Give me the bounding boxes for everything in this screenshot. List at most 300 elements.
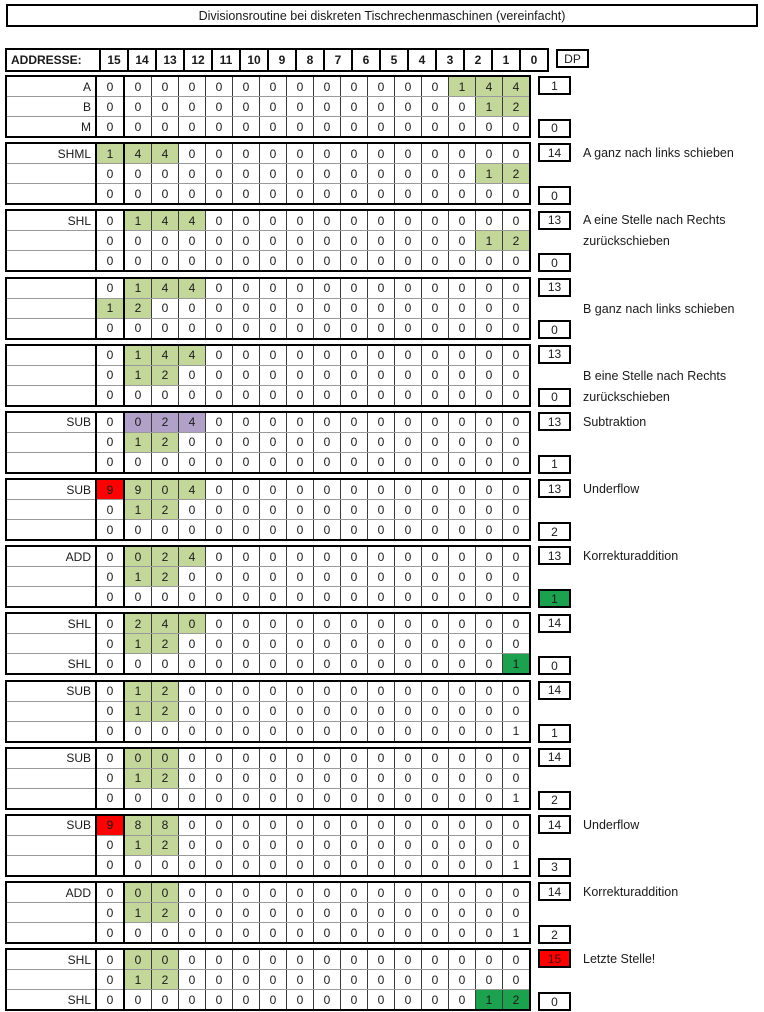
digit-cell: 0 — [503, 701, 531, 721]
digit-cell: 0 — [233, 613, 260, 634]
digit-cell: 0 — [503, 949, 531, 970]
group-table — [5, 545, 531, 608]
digit-cell: 0 — [422, 882, 449, 903]
digit-cell: 0 — [476, 452, 503, 473]
digit-cell: 0 — [206, 587, 233, 608]
digit-cell: 0 — [314, 768, 341, 788]
digit-cell: 0 — [422, 721, 449, 742]
dp-box: 13 — [538, 546, 571, 565]
digit-cell: 1 — [124, 701, 152, 721]
digit-cell: 0 — [476, 520, 503, 541]
digit-cell: 2 — [152, 546, 179, 567]
digit-cell: 0 — [233, 278, 260, 299]
digit-cell: 0 — [314, 479, 341, 500]
digit-cell: 0 — [476, 681, 503, 702]
row-label — [6, 345, 96, 366]
annotation: B eine Stelle nach Rechts — [583, 368, 727, 383]
digit-cell: 0 — [314, 432, 341, 452]
digit-cell: 1 — [124, 365, 152, 385]
digit-cell: 0 — [233, 500, 260, 520]
digit-cell: 0 — [152, 587, 179, 608]
digit-cell: 0 — [341, 278, 368, 299]
digit-cell: 0 — [206, 567, 233, 587]
digit-cell: 0 — [368, 97, 395, 117]
digit-cell: 2 — [152, 681, 179, 702]
digit-cell: 0 — [206, 318, 233, 339]
digit-cell: 0 — [341, 903, 368, 923]
dp-box: 0 — [538, 186, 571, 205]
digit-cell: 0 — [124, 990, 152, 1011]
digit-cell: 0 — [233, 990, 260, 1011]
row-label — [6, 634, 96, 654]
dp-box: 14 — [538, 614, 571, 633]
digit-cell: 0 — [96, 835, 124, 855]
digit-cell: 0 — [368, 412, 395, 433]
digit-cell: 0 — [179, 768, 206, 788]
digit-cell: 0 — [152, 76, 179, 97]
digit-cell: 0 — [124, 412, 152, 433]
table-row — [6, 520, 530, 541]
digit-cell: 0 — [233, 365, 260, 385]
dp-column — [538, 612, 571, 676]
digit-cell: 0 — [260, 365, 287, 385]
digit-cell: 0 — [449, 949, 476, 970]
digit-cell: 1 — [124, 500, 152, 520]
digit-cell: 0 — [96, 788, 124, 809]
digit-cell: 0 — [503, 882, 531, 903]
digit-cell: 0 — [422, 654, 449, 675]
digit-cell: 1 — [503, 855, 531, 876]
digit-cell: 0 — [96, 345, 124, 366]
digit-cell: 0 — [341, 318, 368, 339]
digit-cell: 0 — [422, 613, 449, 634]
digit-cell: 0 — [152, 949, 179, 970]
digit-cell: 0 — [341, 748, 368, 769]
digit-cell: 0 — [314, 76, 341, 97]
digit-cell: 0 — [96, 855, 124, 876]
table-row — [6, 251, 530, 272]
dp-box: 13 — [538, 345, 571, 364]
digit-cell: 0 — [422, 788, 449, 809]
digit-cell: 0 — [422, 432, 449, 452]
digit-cell: 0 — [287, 748, 314, 769]
digit-cell: 0 — [314, 681, 341, 702]
table-row — [6, 117, 530, 138]
digit-cell: 0 — [124, 748, 152, 769]
digit-cell: 0 — [422, 587, 449, 608]
digit-cell: 0 — [314, 97, 341, 117]
column-header-cell: 10 — [240, 49, 268, 71]
column-header-cell: 8 — [296, 49, 324, 71]
digit-cell: 0 — [233, 815, 260, 836]
dp-box: 0 — [538, 119, 571, 138]
digit-cell: 0 — [124, 520, 152, 541]
digit-cell: 0 — [287, 164, 314, 184]
dp-box: 1 — [538, 455, 571, 474]
digit-cell: 0 — [449, 721, 476, 742]
digit-cell: 0 — [476, 855, 503, 876]
digit-cell: 0 — [314, 184, 341, 205]
digit-cell: 0 — [206, 970, 233, 990]
digit-cell: 0 — [314, 251, 341, 272]
table-row — [6, 613, 530, 634]
digit-cell: 0 — [96, 970, 124, 990]
digit-cell: 0 — [422, 701, 449, 721]
digit-cell: 0 — [341, 613, 368, 634]
digit-cell: 0 — [449, 567, 476, 587]
dp-column — [538, 277, 571, 341]
table-row — [6, 412, 530, 433]
digit-cell: 0 — [260, 452, 287, 473]
dp-column — [538, 545, 571, 609]
digit-cell: 0 — [152, 117, 179, 138]
digit-cell: 0 — [368, 546, 395, 567]
table-row — [6, 587, 530, 608]
digit-cell: 0 — [314, 882, 341, 903]
digit-cell: 0 — [206, 479, 233, 500]
digit-cell: 0 — [449, 546, 476, 567]
dp-box: 13 — [538, 479, 571, 498]
digit-cell: 0 — [341, 412, 368, 433]
digit-cell: 0 — [449, 184, 476, 205]
digit-cell: 0 — [476, 768, 503, 788]
digit-cell: 0 — [206, 654, 233, 675]
digit-cell: 0 — [260, 385, 287, 406]
digit-cell: 0 — [96, 587, 124, 608]
digit-cell: 0 — [206, 385, 233, 406]
digit-cell: 0 — [124, 788, 152, 809]
digit-cell: 0 — [96, 278, 124, 299]
digit-cell: 0 — [124, 949, 152, 970]
digit-cell: 0 — [449, 970, 476, 990]
digit-cell: 0 — [422, 117, 449, 138]
digit-cell: 0 — [260, 567, 287, 587]
digit-cell: 1 — [124, 210, 152, 231]
digit-cell: 0 — [368, 567, 395, 587]
table-row — [6, 500, 530, 520]
digit-cell: 0 — [449, 815, 476, 836]
digit-cell: 0 — [152, 923, 179, 944]
annotation: Subtraktion — [583, 414, 647, 429]
annotation-column — [583, 478, 639, 542]
digit-cell: 0 — [368, 500, 395, 520]
digit-cell: 0 — [449, 768, 476, 788]
digit-cell: 0 — [449, 855, 476, 876]
digit-cell: 0 — [179, 318, 206, 339]
digit-cell: 0 — [368, 855, 395, 876]
digit-cell: 0 — [124, 546, 152, 567]
digit-cell: 0 — [124, 117, 152, 138]
digit-cell: 0 — [96, 990, 124, 1011]
digit-cell: 0 — [503, 318, 531, 339]
digit-cell: 4 — [152, 278, 179, 299]
digit-cell: 0 — [206, 835, 233, 855]
digit-cell: 0 — [341, 298, 368, 318]
digit-cell: 0 — [96, 117, 124, 138]
digit-cell: 0 — [179, 721, 206, 742]
digit-cell: 0 — [476, 949, 503, 970]
digit-cell: 0 — [476, 882, 503, 903]
column-header-cell: 0 — [520, 49, 548, 71]
digit-cell: 0 — [395, 385, 422, 406]
digit-cell: 2 — [152, 567, 179, 587]
digit-cell: 0 — [395, 231, 422, 251]
digit-cell: 0 — [287, 345, 314, 366]
digit-cell: 0 — [179, 76, 206, 97]
digit-cell: 0 — [152, 184, 179, 205]
row-label — [6, 855, 96, 876]
digit-cell: 0 — [206, 278, 233, 299]
table-row — [6, 546, 530, 567]
dp-column — [538, 948, 571, 1012]
group-table — [5, 75, 531, 138]
row-label — [6, 721, 96, 742]
digit-cell: 0 — [152, 748, 179, 769]
digit-cell: 0 — [449, 681, 476, 702]
digit-cell: 0 — [96, 949, 124, 970]
digit-cell: 1 — [124, 432, 152, 452]
digit-cell: 0 — [503, 613, 531, 634]
digit-cell: 0 — [96, 923, 124, 944]
digit-cell: 0 — [314, 567, 341, 587]
annotation-column — [583, 142, 734, 206]
digit-cell: 0 — [179, 990, 206, 1011]
instruction-group — [5, 277, 764, 341]
digit-cell: 0 — [422, 520, 449, 541]
column-header-cell: 12 — [184, 49, 212, 71]
digit-cell: 0 — [260, 903, 287, 923]
digit-cell: 0 — [314, 721, 341, 742]
column-header-cell: 11 — [212, 49, 240, 71]
digit-cell: 0 — [260, 634, 287, 654]
dp-box: 14 — [538, 681, 571, 700]
digit-cell: 0 — [341, 432, 368, 452]
digit-cell: 0 — [96, 634, 124, 654]
digit-cell: 0 — [287, 365, 314, 385]
row-label — [6, 835, 96, 855]
digit-cell: 0 — [287, 500, 314, 520]
row-label — [6, 164, 96, 184]
dp-box: 0 — [538, 388, 571, 407]
dp-column — [538, 411, 571, 475]
digit-cell: 0 — [422, 815, 449, 836]
digit-cell: 0 — [395, 701, 422, 721]
digit-cell: 0 — [341, 231, 368, 251]
digit-cell: 0 — [422, 318, 449, 339]
digit-cell: 0 — [124, 164, 152, 184]
digit-cell: 0 — [341, 479, 368, 500]
digit-cell: 0 — [314, 701, 341, 721]
digit-cell: 0 — [341, 210, 368, 231]
digit-cell: 0 — [179, 882, 206, 903]
digit-cell: 0 — [96, 251, 124, 272]
digit-cell: 0 — [260, 788, 287, 809]
digit-cell: 0 — [341, 567, 368, 587]
digit-cell: 0 — [449, 231, 476, 251]
digit-cell: 0 — [503, 546, 531, 567]
digit-cell: 0 — [206, 721, 233, 742]
digit-cell: 0 — [449, 520, 476, 541]
digit-cell: 0 — [395, 251, 422, 272]
digit-cell: 0 — [476, 184, 503, 205]
digit-cell: 0 — [395, 949, 422, 970]
row-label: SUB — [6, 681, 96, 702]
digit-cell: 0 — [152, 855, 179, 876]
digit-cell: 0 — [341, 855, 368, 876]
digit-cell: 1 — [124, 567, 152, 587]
digit-cell: 0 — [395, 788, 422, 809]
dp-box: 2 — [538, 522, 571, 541]
table-row — [6, 835, 530, 855]
digit-cell: 0 — [341, 143, 368, 164]
digit-cell: 0 — [368, 949, 395, 970]
table-row — [6, 76, 530, 97]
digit-cell: 0 — [449, 143, 476, 164]
annotation: Korrekturaddition — [583, 548, 679, 563]
digit-cell: 1 — [124, 835, 152, 855]
digit-cell: 0 — [368, 613, 395, 634]
digit-cell: 0 — [260, 970, 287, 990]
annotation-column — [583, 948, 655, 1012]
digit-cell: 0 — [206, 520, 233, 541]
digit-cell: 0 — [287, 318, 314, 339]
row-label — [6, 318, 96, 339]
digit-cell: 2 — [152, 903, 179, 923]
digit-cell: 0 — [395, 520, 422, 541]
table-row — [6, 903, 530, 923]
digit-cell: 0 — [503, 412, 531, 433]
digit-cell: 0 — [206, 76, 233, 97]
digit-cell: 0 — [503, 500, 531, 520]
group-table — [5, 814, 531, 877]
digit-cell: 0 — [422, 768, 449, 788]
digit-cell: 0 — [395, 164, 422, 184]
digit-cell: 0 — [314, 210, 341, 231]
row-label — [6, 452, 96, 473]
digit-cell: 0 — [314, 815, 341, 836]
digit-cell: 0 — [206, 768, 233, 788]
dp-header-box: DP — [556, 49, 589, 68]
digit-cell: 0 — [422, 500, 449, 520]
dp-box: 1 — [538, 724, 571, 743]
digit-cell: 0 — [287, 385, 314, 406]
group-table — [5, 478, 531, 541]
digit-cell: 0 — [179, 117, 206, 138]
dp-box: 13 — [538, 278, 571, 297]
dp-column — [538, 209, 571, 273]
digit-cell: 0 — [422, 365, 449, 385]
digit-cell: 0 — [206, 923, 233, 944]
table-row — [6, 143, 530, 164]
digit-cell: 0 — [422, 143, 449, 164]
digit-cell: 0 — [503, 365, 531, 385]
digit-cell: 0 — [449, 412, 476, 433]
digit-cell: 0 — [233, 251, 260, 272]
digit-cell: 0 — [96, 385, 124, 406]
digit-cell: 0 — [314, 143, 341, 164]
digit-cell: 0 — [368, 903, 395, 923]
annotation: zurückschieben — [583, 234, 670, 249]
page — [0, 4, 764, 1012]
digit-cell: 0 — [314, 412, 341, 433]
digit-cell: 0 — [233, 298, 260, 318]
digit-cell: 0 — [206, 452, 233, 473]
digit-cell: 0 — [287, 903, 314, 923]
digit-cell: 0 — [476, 923, 503, 944]
digit-cell: 0 — [260, 184, 287, 205]
digit-cell: 4 — [179, 345, 206, 366]
instruction-group — [5, 209, 764, 273]
digit-cell: 0 — [368, 452, 395, 473]
row-label: SHL — [6, 654, 96, 675]
digit-cell: 0 — [206, 500, 233, 520]
digit-cell: 0 — [124, 855, 152, 876]
digit-cell: 0 — [233, 970, 260, 990]
digit-cell: 0 — [233, 768, 260, 788]
digit-cell: 0 — [152, 479, 179, 500]
digit-cell: 0 — [96, 76, 124, 97]
digit-cell: 0 — [449, 701, 476, 721]
digit-cell: 0 — [476, 903, 503, 923]
row-label: SHL — [6, 210, 96, 231]
digit-cell: 0 — [449, 748, 476, 769]
digit-cell: 1 — [476, 164, 503, 184]
table-row — [6, 815, 530, 836]
digit-cell: 0 — [206, 164, 233, 184]
digit-cell: 0 — [124, 251, 152, 272]
column-header-cell: 14 — [128, 49, 156, 71]
digit-cell: 0 — [368, 298, 395, 318]
digit-cell: 0 — [260, 835, 287, 855]
digit-cell: 0 — [341, 788, 368, 809]
digit-cell: 0 — [260, 278, 287, 299]
digit-cell: 0 — [314, 855, 341, 876]
digit-cell: 0 — [124, 654, 152, 675]
instruction-group — [5, 545, 764, 609]
digit-cell: 2 — [503, 164, 531, 184]
digit-cell: 0 — [287, 768, 314, 788]
digit-cell: 0 — [341, 345, 368, 366]
digit-cell: 0 — [287, 210, 314, 231]
digit-cell: 0 — [206, 815, 233, 836]
digit-cell: 0 — [449, 298, 476, 318]
digit-cell: 0 — [368, 768, 395, 788]
digit-cell: 0 — [422, 452, 449, 473]
header-table — [5, 48, 549, 72]
dp-box: 14 — [538, 748, 571, 767]
digit-cell: 0 — [422, 345, 449, 366]
digit-cell: 0 — [314, 546, 341, 567]
digit-cell: 0 — [96, 768, 124, 788]
digit-cell: 0 — [96, 546, 124, 567]
instruction-group — [5, 411, 764, 475]
digit-cell: 0 — [368, 210, 395, 231]
digit-cell: 0 — [233, 788, 260, 809]
digit-cell: 9 — [96, 479, 124, 500]
dp-box: 14 — [538, 882, 571, 901]
group-table — [5, 411, 531, 474]
digit-cell: 0 — [260, 520, 287, 541]
digit-cell: 0 — [449, 882, 476, 903]
digit-cell: 0 — [233, 681, 260, 702]
digit-cell: 0 — [96, 903, 124, 923]
digit-cell: 0 — [395, 345, 422, 366]
digit-cell: 0 — [449, 97, 476, 117]
digit-cell: 0 — [341, 500, 368, 520]
digit-cell: 0 — [476, 479, 503, 500]
digit-cell: 4 — [476, 76, 503, 97]
digit-cell: 0 — [476, 278, 503, 299]
